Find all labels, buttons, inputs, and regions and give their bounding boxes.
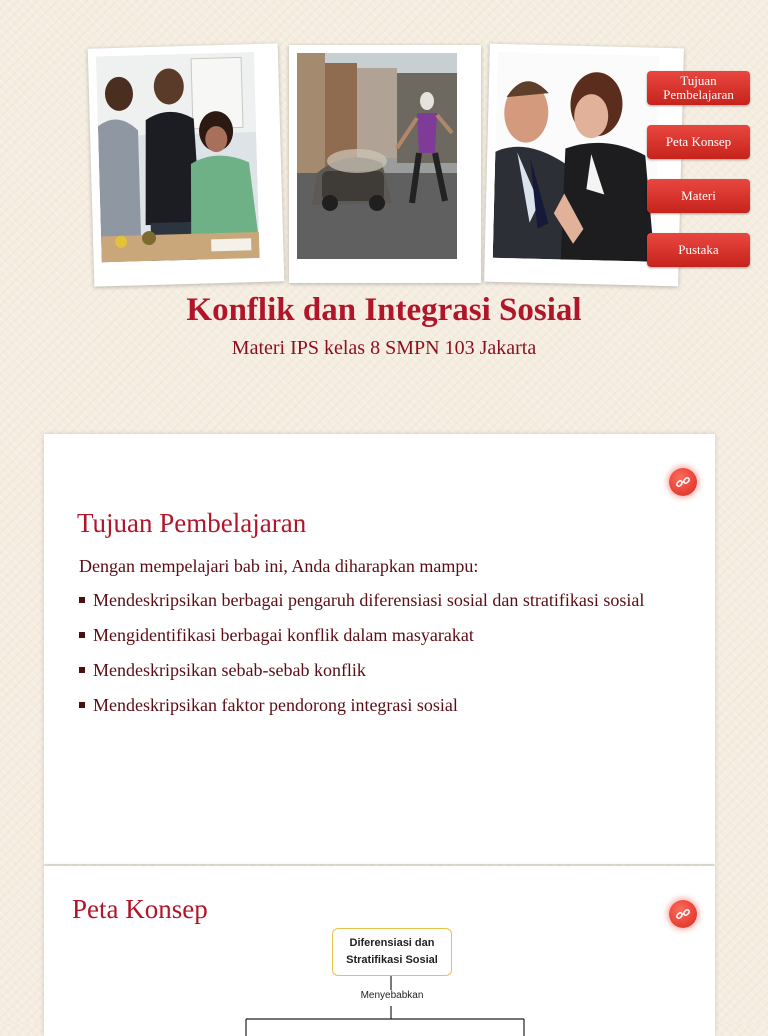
slide-title: Peta Konsep bbox=[72, 894, 208, 924]
nav-tujuan-pembelajaran-button[interactable]: Tujuan Pembelajaran bbox=[647, 71, 750, 105]
slide-intro: Dengan mempelajari bab ini, Anda diharapkan mampu: bbox=[79, 556, 479, 576]
bullet-item: Mendeskripsikan berbagai pengaruh diferensiasi sosial dan stratifikasi sosial bbox=[79, 590, 659, 611]
page-title: Konflik dan Integrasi Sosial bbox=[186, 292, 582, 328]
concept-node-line2: Stratifikasi Sosial bbox=[346, 954, 438, 966]
link-button[interactable] bbox=[669, 468, 697, 496]
link-icon bbox=[675, 474, 691, 490]
concept-connectors bbox=[44, 866, 715, 1036]
nav-materi-button[interactable]: Materi bbox=[647, 179, 750, 213]
photo-street-riot bbox=[289, 45, 481, 283]
slide-peta-konsep bbox=[44, 866, 715, 1036]
connector-label: Menyebabkan bbox=[360, 990, 424, 1001]
slide-title: Tujuan Pembelajaran bbox=[77, 508, 307, 538]
page-subtitle: Materi IPS kelas 8 SMPN 103 Jakarta bbox=[231, 337, 537, 359]
bullet-item: Mendeskripsikan sebab-sebab konflik bbox=[79, 660, 659, 681]
bullet-item: Mengidentifikasi berbagai konflik dalam masyarakat bbox=[79, 625, 659, 646]
bullet-list bbox=[79, 590, 659, 730]
slide-tujuan-pembelajaran bbox=[44, 434, 715, 864]
photo-argument-group bbox=[88, 43, 285, 286]
nav-peta-konsep-button[interactable]: Peta Konsep bbox=[647, 125, 750, 159]
concept-node-line1: Diferensiasi dan bbox=[349, 937, 435, 949]
nav-pustaka-button[interactable]: Pustaka bbox=[647, 233, 750, 267]
bullet-item: Mendeskripsikan faktor pendorong integrasi sosial bbox=[79, 695, 659, 716]
